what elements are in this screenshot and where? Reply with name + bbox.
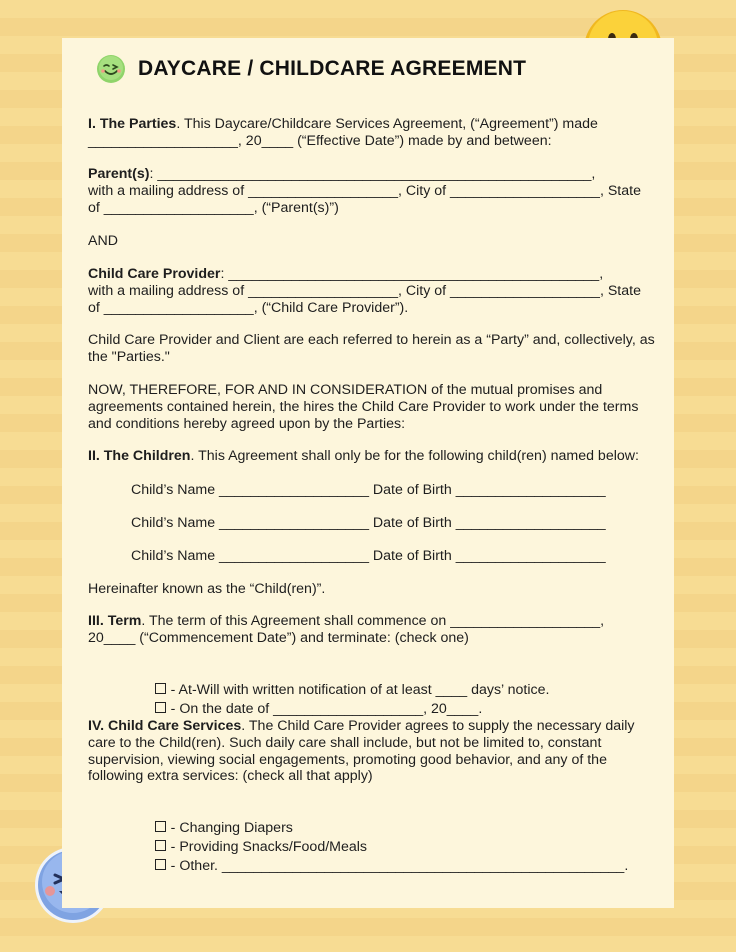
document-title: DAYCARE / CHILDCARE AGREEMENT — [138, 57, 527, 80]
parties-line2: ___________________, 20____ (“Effective Date”) made by and between: — [88, 132, 552, 149]
provider-label: Child Care Provider — [88, 266, 221, 282]
title-row — [96, 54, 526, 84]
and-text: AND — [88, 233, 118, 249]
provider-address-line[interactable]: with a mailing address of ___________________, City of ___________________, State — [88, 282, 641, 299]
children-intro — [88, 448, 658, 465]
child-row[interactable]: Child’s Name ___________________ Date of Birth ___________________ — [131, 548, 606, 564]
child-row[interactable]: Child’s Name ___________________ Date of Birth ___________________ — [131, 482, 606, 498]
checkbox-icon[interactable] — [155, 859, 166, 870]
term-block — [88, 613, 658, 647]
provider-state-line[interactable]: of ___________________, (“Child Care Provider”). — [88, 299, 409, 316]
child-row[interactable]: Child’s Name ___________________ Date of Birth ___________________ — [131, 515, 606, 531]
children-intro-text: . This Agreement shall only be for the following child(ren) named below: — [190, 448, 639, 464]
service-option-label: - Other. ___________________________________________________. — [170, 857, 629, 874]
parent-state-line[interactable]: of ___________________, (“Parent(s)”) — [88, 199, 339, 216]
parent-name-line[interactable]: : _______________________________________________________, — [149, 166, 596, 182]
term-heading: III. Term — [88, 613, 142, 629]
parent-label: Parent(s) — [88, 166, 150, 182]
provider-name-line[interactable]: : _______________________________________________, — [220, 266, 604, 282]
children-heading: II. The Children — [88, 448, 191, 464]
winking-face-icon — [96, 54, 126, 84]
service-option-other[interactable] — [131, 838, 629, 891]
agreement-page — [62, 38, 674, 908]
parties-heading: I. The Parties — [88, 116, 177, 132]
service-option-label: - Changing Diapers — [170, 819, 293, 836]
provider-block — [88, 266, 658, 316]
term-option-label: - On the date of ___________________, 20____. — [170, 700, 483, 717]
checkbox-icon[interactable] — [155, 702, 166, 713]
services-block — [88, 718, 658, 785]
hereinafter-text: Hereinafter known as the “Child(ren)”. — [88, 581, 326, 597]
parties-intro — [88, 116, 658, 150]
now-therefore-clause: NOW, THEREFORE, FOR AND IN CONSIDERATION of the mutual promises and agreements contained herein, the hires the Child Care Provider to work under the terms and conditions hereby agreed upon by the Parties: — [88, 382, 639, 432]
term-line1[interactable]: . The term of this Agreement shall commence on ___________________, — [141, 613, 605, 629]
term-option-label: - At-Will with written notification of at least ____ days’ notice. — [170, 681, 550, 698]
services-heading: IV. Child Care Services — [88, 718, 242, 734]
service-option-label: - Providing Snacks/Food/Meals — [170, 838, 368, 855]
parties-line1: . This Daycare/Childcare Services Agreement, (“Agreement”) made — [176, 116, 598, 132]
parent-address-line[interactable]: with a mailing address of ___________________, City of ___________________, State — [88, 182, 641, 199]
parent-block — [88, 166, 658, 216]
term-line2[interactable]: 20____ (“Commencement Date”) and terminate: (check one) — [88, 629, 469, 646]
services-text: . The Child Care Provider agrees to supply the necessary daily care to the Child(ren). Such daily care shall include, but not be limited to, constant supervision, viewing social engagements, promoting good behavior, and any of the following extra services: (check all that apply) — [88, 718, 635, 785]
party-definition: Child Care Provider and Client are each referred to herein as a “Party” and, collectively, as the "Parties." — [88, 332, 655, 365]
